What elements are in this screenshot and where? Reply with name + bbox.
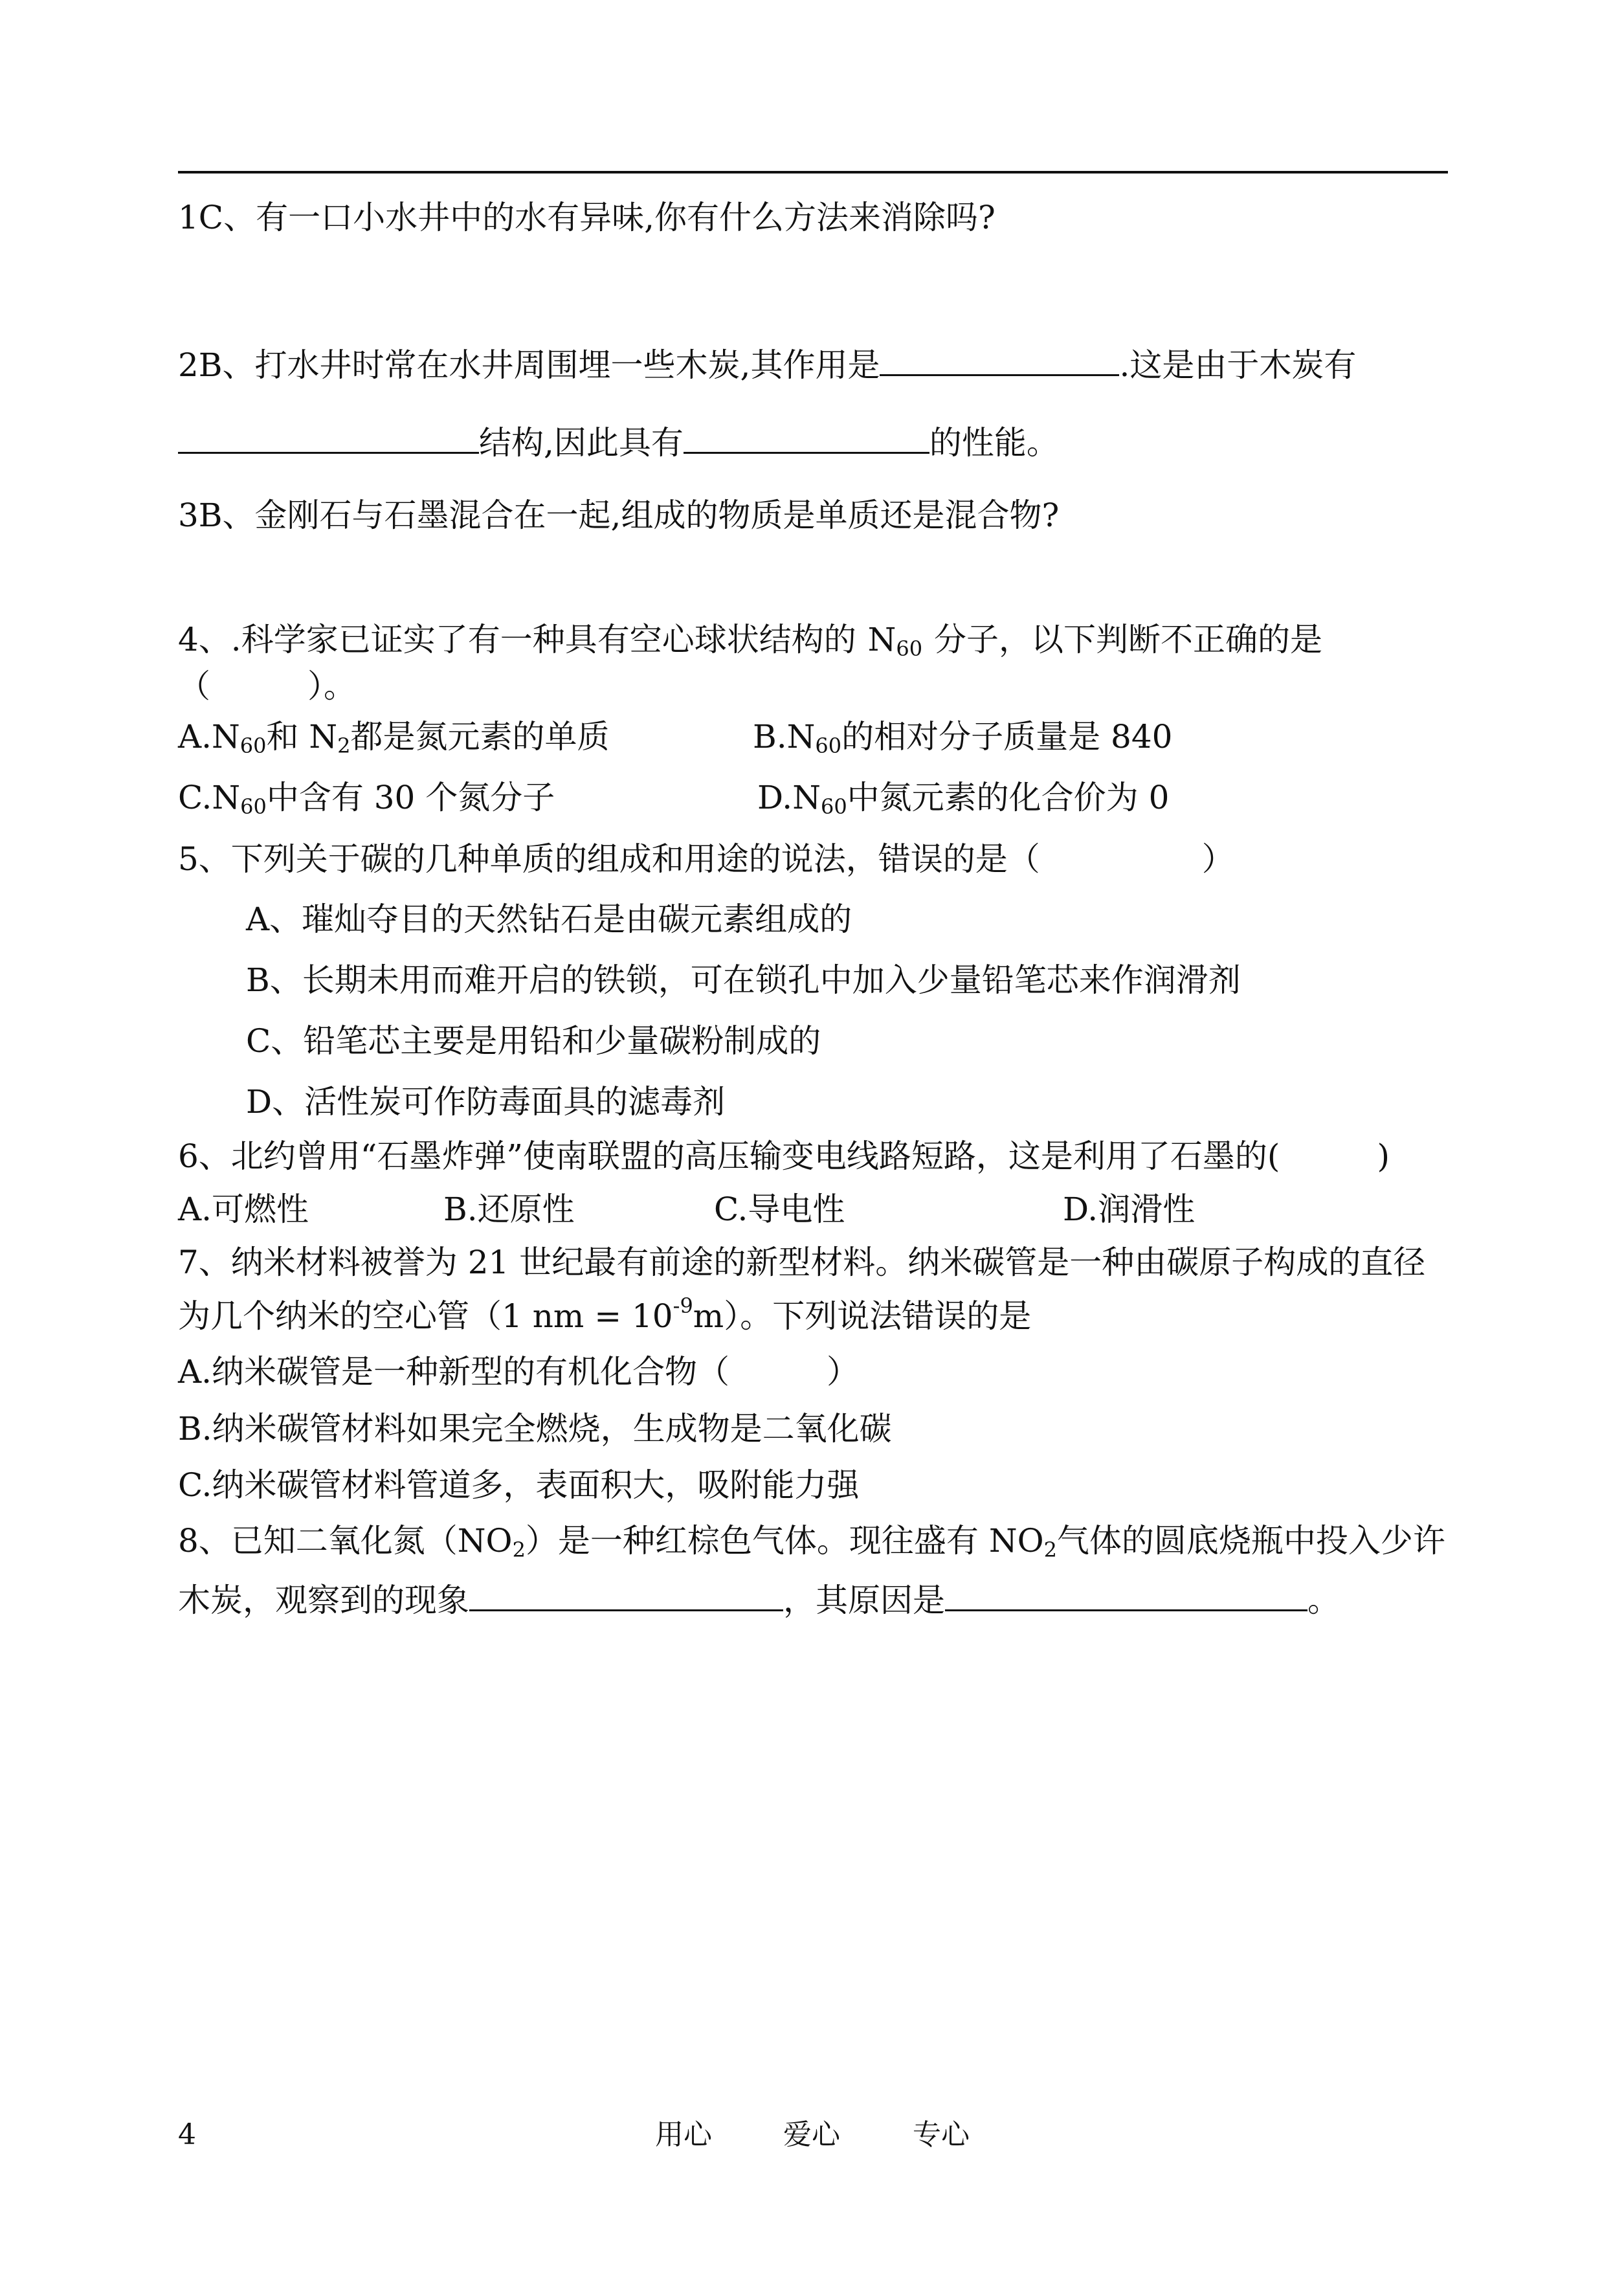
question-4-stem-a: 4、.科学家已证实了有一种具有空心球状结构的 N (178, 621, 896, 658)
option-b-prefix: B.N (753, 718, 816, 755)
question-5-option-b[interactable] (246, 961, 1241, 1000)
header-rule (178, 171, 1448, 173)
question-7-option-a[interactable] (178, 1352, 859, 1391)
question-7-stem-2b: m）。下列说法错误的是 (693, 1297, 1032, 1335)
footer-motto-2: 爱心 (783, 2118, 840, 2151)
question-5-option-c[interactable] (246, 1022, 821, 1060)
option-d-prefix: D.N (757, 779, 821, 816)
question-7-stem-line-2 (178, 1293, 1032, 1336)
question-6-stem (178, 1137, 1390, 1176)
question-2-line-2 (178, 423, 1059, 462)
question-4-stem (178, 620, 1322, 659)
question-2-blank-2[interactable] (178, 423, 479, 454)
page-number: 4 (178, 2118, 196, 2151)
option-a-sub-2: 2 (337, 733, 351, 758)
option-b-sub: 60 (815, 733, 842, 758)
question-5-stem (178, 840, 1234, 878)
option-c-suffix: 中含有 30 个氮分子 (266, 779, 555, 816)
footer-motto-3: 专心 (913, 2118, 970, 2151)
question-7-option-c-text: C.纳米碳管材料管道多，表面积大，吸附能力强 (178, 1466, 860, 1504)
option-a-sub-1: 60 (239, 733, 267, 758)
option-a-suffix: 都是氮元素的单质 (350, 718, 610, 755)
question-8-l1c: 气体的圆底烧瓶中投入少许 (1056, 1522, 1445, 1560)
question-8-l2a: 木炭，观察到的现象 (178, 1582, 469, 1619)
question-2-part-4: 的性能。 (929, 424, 1059, 462)
question-2-part-1: 2B、打水井时常在水井周围埋一些木炭,其作用是 (178, 346, 880, 384)
option-d-sub: 60 (820, 794, 847, 819)
question-8-l1-sub-1: 2 (512, 1538, 526, 1562)
question-5-option-a-text: A、璀灿夺目的天然钻石是由碳元素组成的 (246, 900, 852, 938)
question-1-text: 1C、有一口小水井中的水有异味,你有什么方法来消除吗? (178, 199, 996, 236)
question-3 (178, 496, 1059, 535)
question-4-option-a[interactable] (178, 717, 610, 756)
question-8-blank-1[interactable] (469, 1581, 783, 1611)
question-4-stem-sub: 60 (896, 636, 923, 661)
question-8-l1-sub-2: 2 (1043, 1538, 1057, 1562)
question-4-option-b[interactable] (753, 717, 1172, 756)
option-c-prefix: C.N (178, 779, 241, 816)
option-a-prefix: A.N (178, 718, 240, 755)
question-6-option-d[interactable]: D.润滑性 (1063, 1191, 1196, 1228)
question-5-option-c-text: C、铅笔芯主要是用铅和少量碳粉制成的 (246, 1022, 821, 1060)
question-5-option-a[interactable] (246, 900, 852, 939)
question-8-l2c: 。 (1307, 1582, 1340, 1619)
question-6-option-a[interactable]: A.可燃性 (178, 1191, 309, 1228)
question-4-stem-b: 分子，以下判断不正确的是 (922, 621, 1322, 658)
question-7-stem-2-sup: -9 (673, 1293, 693, 1318)
question-6-stem-text: 6、北约曾用“石墨炸弹”使南联盟的高压输变电线路短路，这是利用了石墨的( ) (178, 1137, 1390, 1175)
question-6-option-c[interactable]: C.导电性 (714, 1191, 845, 1228)
question-2-line-1 (178, 346, 1356, 385)
question-8-l2b: ，其原因是 (783, 1582, 945, 1619)
question-7-option-b[interactable] (178, 1409, 892, 1448)
option-b-suffix: 的相对分子质量是 840 (841, 718, 1173, 755)
question-7-stem-1: 7、纳米材料被誉为 21 世纪最有前途的新型材料。纳米碳管是一种由碳原子构成的直径 (178, 1244, 1426, 1281)
question-7-stem-2a: 为几个纳米的空心管（1 nm = 10 (178, 1297, 673, 1335)
question-5-option-d[interactable] (246, 1082, 725, 1121)
question-1 (178, 198, 996, 237)
question-4-paren (178, 667, 356, 706)
question-4-option-d[interactable] (757, 778, 1169, 817)
question-5-stem-text: 5、下列关于碳的几种单质的组成和用途的说法，错误的是（ ） (178, 840, 1234, 878)
question-4-paren-text: （ ）。 (178, 667, 356, 705)
question-8-line-2 (178, 1581, 1340, 1620)
question-6-option-b[interactable]: B.还原性 (443, 1191, 575, 1228)
question-7-stem-line-1 (178, 1243, 1425, 1282)
question-2-blank-3[interactable] (684, 423, 929, 454)
question-2-part-2: .这是由于木炭有 (1119, 346, 1357, 384)
question-2-blank-1[interactable] (880, 346, 1119, 376)
question-8-blank-2[interactable] (945, 1581, 1307, 1611)
question-2-part-3: 结构,因此具有 (479, 424, 684, 462)
question-8-l1a: 8、已知二氧化氮（NO (178, 1522, 513, 1560)
question-8-l1b: ）是一种红棕色气体。现往盛有 NO (525, 1522, 1044, 1560)
footer-motto-1: 用心 (655, 2118, 712, 2151)
question-8-line-1 (178, 1521, 1445, 1560)
question-4-option-c[interactable] (178, 778, 555, 817)
question-3-text: 3B、金刚石与石墨混合在一起,组成的物质是单质还是混合物? (178, 497, 1060, 534)
question-7-option-c[interactable] (178, 1466, 859, 1504)
question-7-option-b-text: B.纳米碳管材料如果完全燃烧，生成物是二氧化碳 (178, 1410, 892, 1448)
option-c-sub: 60 (240, 794, 267, 819)
question-5-option-d-text: D、活性炭可作防毒面具的滤毒剂 (246, 1083, 726, 1121)
question-7-option-a-text: A.纳米碳管是一种新型的有机化合物（ ） (178, 1353, 860, 1391)
option-a-mid: 和 N (266, 718, 338, 755)
question-5-option-b-text: B、长期未用而难开启的铁锁，可在锁孔中加入少量铅笔芯来作润滑剂 (246, 961, 1241, 999)
option-d-suffix: 中氮元素的化合价为 0 (847, 779, 1170, 816)
